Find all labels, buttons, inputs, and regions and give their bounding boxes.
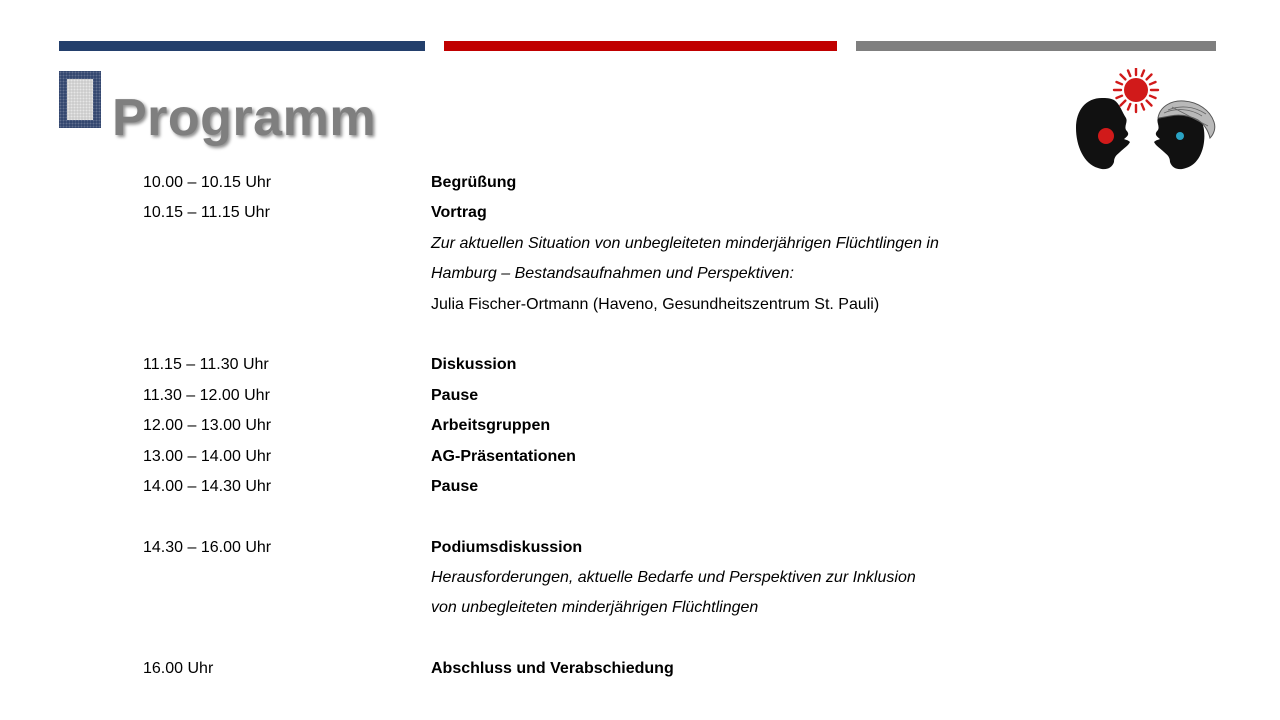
schedule-row: [143, 233, 1143, 263]
schedule-item: Pause: [431, 386, 479, 404]
schedule-row: [143, 354, 1143, 384]
schedule-row: [143, 202, 1143, 232]
schedule-row: [143, 385, 1143, 415]
schedule-row: [143, 294, 1143, 324]
schedule-item: AG-Präsentationen: [431, 447, 576, 465]
schedule-spacer: [143, 628, 1143, 658]
schedule-speaker: Julia Fischer-Ortmann (Haveno, Gesundheitszentrum St. Pauli): [431, 295, 880, 313]
schedule-detail: Zur aktuellen Situation von unbegleiteten minderjährigen Flüchtlingen in: [431, 234, 939, 252]
schedule-item: Diskussion: [431, 356, 517, 374]
schedule-item: Abschluss und Verabschiedung: [431, 660, 674, 678]
schedule-detail: Hamburg – Bestandsaufnahmen und Perspektiven:: [431, 265, 794, 283]
schedule-detail: von unbegleiteten minderjährigen Flüchtlingen: [431, 599, 759, 617]
schedule-item: Pause: [431, 477, 479, 495]
schedule-row: [143, 567, 1143, 597]
header-bar-red: [444, 41, 837, 51]
schedule-row: [143, 597, 1143, 627]
schedule-spacer: [143, 506, 1143, 536]
schedule-spacer: [143, 324, 1143, 354]
schedule-detail: Herausforderungen, aktuelle Bedarfe und Perspektiven zur Inklusion: [431, 569, 916, 587]
schedule-row: [143, 476, 1143, 506]
schedule-time: 16.00 Uhr: [143, 660, 214, 678]
program-schedule: [143, 172, 1143, 689]
schedule-time: 12.00 – 13.00 Uhr: [143, 417, 272, 435]
schedule-time: 10.15 – 11.15 Uhr: [143, 204, 270, 222]
slide-title: Programm: [112, 89, 377, 147]
schedule-item: Arbeitsgruppen: [431, 417, 551, 435]
schedule-row: [143, 537, 1143, 567]
schedule-row: [143, 446, 1143, 476]
schedule-item: Vortrag: [431, 204, 487, 222]
schedule-time: 10.00 – 10.15 Uhr: [143, 174, 272, 191]
two-faces-sun-icon: [1068, 68, 1218, 176]
header-bar-gray: [856, 41, 1216, 51]
schedule-row: [143, 263, 1143, 293]
schedule-row: [143, 415, 1143, 445]
schedule-time: 14.00 – 14.30 Uhr: [143, 477, 272, 495]
header-bar-blue: [59, 41, 425, 51]
title-marker-icon: [59, 71, 101, 128]
sun-icon: [1114, 68, 1158, 112]
schedule-time: 13.00 – 14.00 Uhr: [143, 447, 272, 465]
schedule-item: Podiumsdiskussion: [431, 538, 583, 556]
schedule-item: Begrüßung: [431, 174, 517, 191]
schedule-time: 11.30 – 12.00 Uhr: [143, 386, 270, 404]
schedule-row: [143, 658, 1143, 688]
title-marker-inner: [67, 79, 93, 120]
schedule-time: 14.30 – 16.00 Uhr: [143, 538, 272, 556]
schedule-row: [143, 172, 1143, 202]
schedule-time: 11.15 – 11.30 Uhr: [143, 356, 269, 374]
